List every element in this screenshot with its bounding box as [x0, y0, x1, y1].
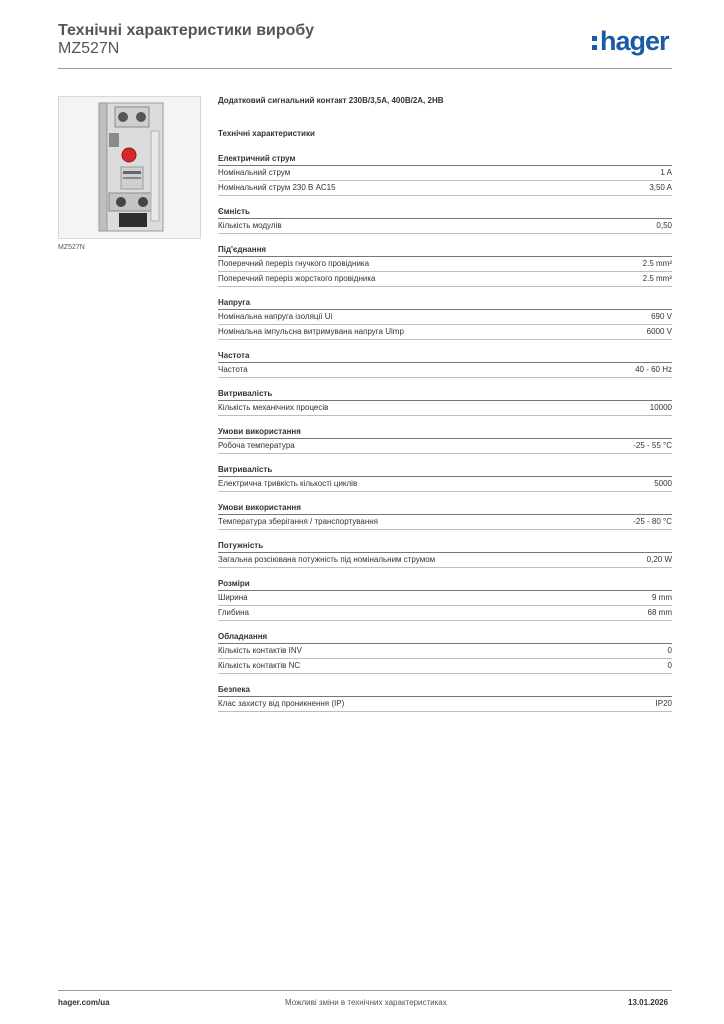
section-connection — [218, 243, 672, 287]
spec-value: 3,50 A — [649, 183, 672, 192]
spec-value: 0 — [667, 646, 672, 655]
spec-label: Робоча температура — [218, 441, 295, 450]
spec-row — [218, 606, 672, 621]
spec-row — [218, 181, 672, 196]
product-description: Додатковий сигнальний контакт 230В/3,5А, 400В/2А, 2НВ — [218, 96, 444, 105]
section-title: Під'єднання — [218, 243, 672, 257]
spec-value: 10000 — [649, 403, 672, 412]
spec-label: Кількість контактів INV — [218, 646, 302, 655]
spec-row — [218, 515, 672, 530]
section-title: Електричний струм — [218, 152, 672, 166]
section-title: Розміри — [218, 577, 672, 591]
spec-row — [218, 553, 672, 568]
header-divider — [58, 68, 672, 69]
section-operating-conditions — [218, 425, 672, 454]
section-title: Умови використання — [218, 425, 672, 439]
section-dimensions — [218, 577, 672, 621]
spec-label: Кількість механічних процесів — [218, 403, 329, 412]
spec-value: 690 V — [651, 312, 672, 321]
section-endurance — [218, 387, 672, 416]
product-code: MZ527N — [58, 40, 120, 57]
spec-label: Температура зберігання / транспортування — [218, 517, 379, 526]
footer-website-link[interactable]: hager.com/ua — [58, 998, 110, 1007]
spec-value: IP20 — [655, 699, 672, 708]
section-endurance-electrical — [218, 463, 672, 492]
spec-label: Поперечний переріз жорсткого провідника — [218, 274, 376, 283]
tech-heading: Технічні характеристики — [218, 129, 315, 138]
spec-row — [218, 325, 672, 340]
footer-notice: Можливі зміни в технічних характеристиках — [285, 998, 447, 1007]
spec-row — [218, 166, 672, 181]
section-title: Витривалість — [218, 387, 672, 401]
spec-value: 2.5 mm² — [642, 274, 672, 283]
section-title: Обладнання — [218, 630, 672, 644]
spec-value: 0,20 W — [646, 555, 672, 564]
product-image — [58, 96, 201, 239]
spec-value: 68 mm — [647, 608, 672, 617]
image-caption: MZ527N — [58, 244, 85, 251]
spec-label: Кількість контактів NC — [218, 661, 301, 670]
spec-row — [218, 477, 672, 492]
logo-colon-icon — [592, 32, 597, 50]
section-capacity — [218, 205, 672, 234]
footer-date: 13.01.2026 — [628, 998, 669, 1007]
spec-value: 5000 — [654, 479, 672, 488]
spec-row — [218, 310, 672, 325]
spec-label: Номінальний струм — [218, 168, 291, 177]
spec-row — [218, 644, 672, 659]
logo-text: hager — [600, 26, 669, 56]
spec-row — [218, 257, 672, 272]
spec-row — [218, 697, 672, 712]
section-frequency — [218, 349, 672, 378]
spec-row — [218, 439, 672, 454]
spec-row — [218, 363, 672, 378]
spec-label: Номінальна напруга ізоляції Ui — [218, 312, 333, 321]
section-title: Витривалість — [218, 463, 672, 477]
section-electric-current — [218, 152, 672, 196]
spec-label: Поперечний переріз гнучкого провідника — [218, 259, 370, 268]
section-storage-conditions — [218, 501, 672, 530]
spec-row — [218, 219, 672, 234]
spec-value: 2.5 mm² — [642, 259, 672, 268]
section-title: Ємність — [218, 205, 672, 219]
spec-content — [218, 96, 672, 721]
spec-label: Електрична тривкість кількості циклів — [218, 479, 358, 488]
section-voltage — [218, 296, 672, 340]
section-title: Напруга — [218, 296, 672, 310]
spec-label: Кількість модулів — [218, 221, 282, 230]
section-safety — [218, 683, 672, 712]
spec-row — [218, 591, 672, 606]
spec-label: Номінальний струм 230 В AC15 — [218, 183, 336, 192]
page-title: Технічні характеристики виробу — [58, 22, 314, 39]
section-equipment — [218, 630, 672, 674]
spec-value: 0 — [667, 661, 672, 670]
auxiliary-contact-image — [59, 97, 200, 238]
spec-value: 1 A — [660, 168, 672, 177]
section-title: Безпека — [218, 683, 672, 697]
spec-label: Ширина — [218, 593, 248, 602]
section-title: Частота — [218, 349, 672, 363]
spec-label: Загальна розсіювана потужність під номінальним струмом — [218, 555, 436, 564]
spec-value: 40 - 60 Hz — [635, 365, 672, 374]
spec-value: 0,50 — [656, 221, 672, 230]
spec-value: -25 - 55 °C — [633, 441, 672, 450]
spec-value: 6000 V — [646, 327, 672, 336]
spec-label: Клас захисту від проникнення (IP) — [218, 699, 345, 708]
hager-logo — [592, 26, 669, 57]
spec-row — [218, 659, 672, 674]
spec-label: Глибина — [218, 608, 249, 617]
spec-value: 9 mm — [652, 593, 672, 602]
section-title: Потужність — [218, 539, 672, 553]
spec-row — [218, 272, 672, 287]
spec-row — [218, 401, 672, 416]
spec-value: -25 - 80 °C — [633, 517, 672, 526]
section-power — [218, 539, 672, 568]
spec-label: Частота — [218, 365, 248, 374]
spec-label: Номінальна імпульсна витримувана напруга Uimp — [218, 327, 404, 336]
footer-divider — [58, 990, 672, 991]
section-title: Умови використання — [218, 501, 672, 515]
